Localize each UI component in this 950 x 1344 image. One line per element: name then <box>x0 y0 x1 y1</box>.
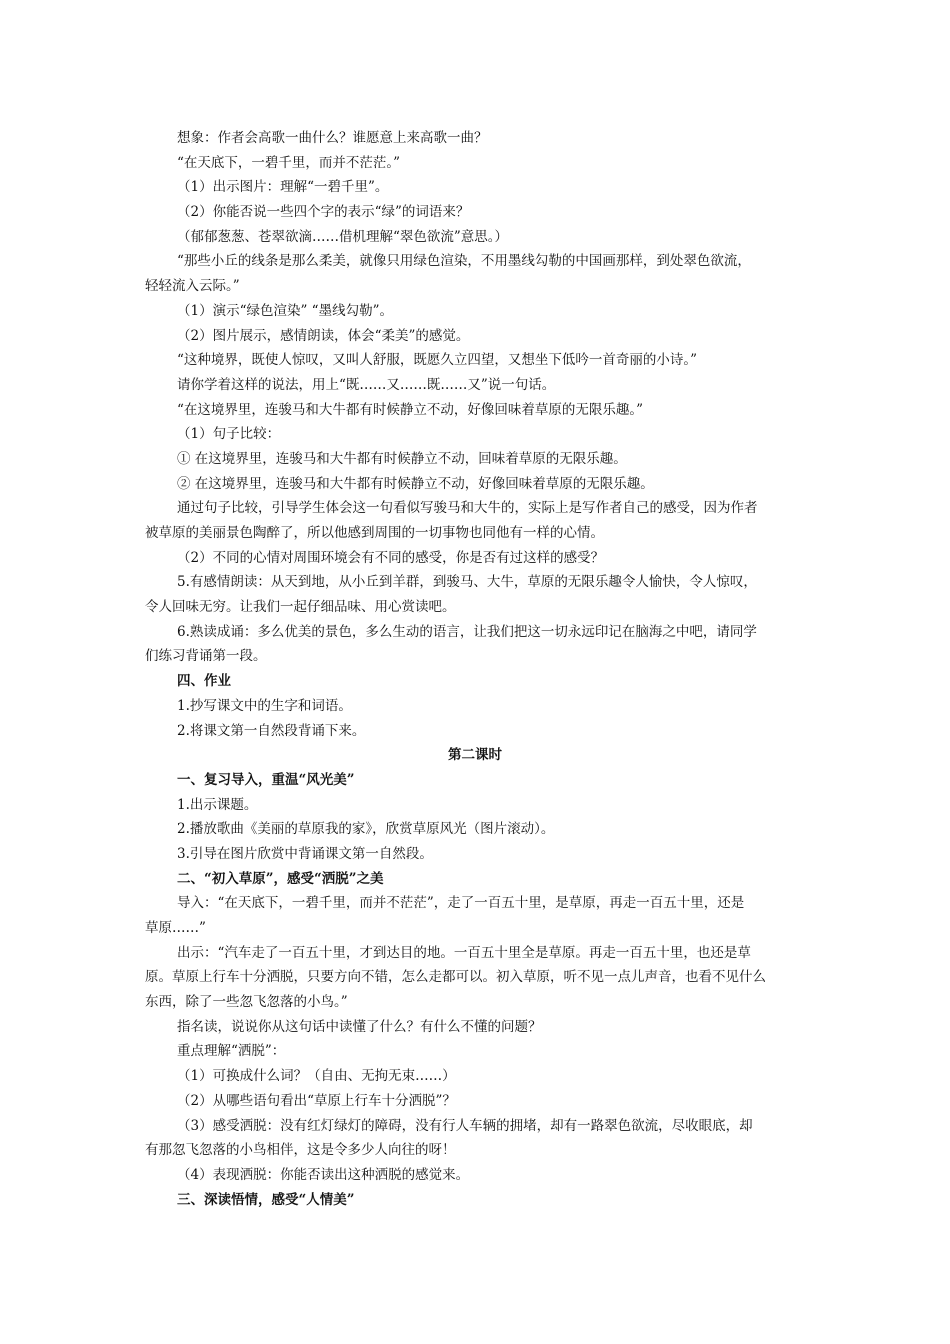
text-line: 导入：“在天底下，一碧千里，而并不茫茫”，走了一百五十里，是草原，再走一百五十里，还是 <box>177 895 745 912</box>
text-line: 出示：“汽车走了一百五十里，才到达目的地。一百五十里全是草原。再走一百五十里，也还是草 <box>177 944 751 961</box>
text-line: （1）句子比较： <box>177 426 281 443</box>
text-line: 想象：作者会高歌一曲什么？谁愿意上来高歌一曲？ <box>177 130 488 146</box>
text-line: “那些小丘的线条是那么柔美，就像只用绿色渲染，不用墨线勾勒的中国画那样，到处翠色欲流， <box>177 253 751 270</box>
text-line: 东西，除了一些忽飞忽落的小鸟。” <box>145 994 348 1011</box>
text-line: 6.熟读成诵：多么优美的景色，多么生动的语言，让我们把这一切永远印记在脑海之中吧，请同学 <box>177 623 757 640</box>
text-line: 有那忽飞忽落的小鸟相伴，这是令多少人向往的呀！ <box>145 1142 456 1159</box>
document-body <box>145 126 805 1212</box>
text-line: ① 在这境界里，连骏马和大牛都有时候静立不动，回味着草原的无限乐趣。 <box>177 450 627 467</box>
text-line: （1）可换成什么词？（自由、无拘无束……） <box>177 1068 456 1085</box>
text-line: 们练习背诵第一段。 <box>145 648 267 665</box>
text-line: 1.出示课题。 <box>177 796 258 813</box>
text-line: 被草原的美丽景色陶醉了，所以他感到周围的一切事物也同他有一样的心情。 <box>145 525 604 541</box>
text-line: “在天底下，一碧千里，而并不茫茫。” <box>177 154 401 171</box>
text-line: （2）图片展示，感情朗读，体会“柔美”的感觉。 <box>177 327 470 344</box>
section-heading: 三、深读悟情，感受“人情美” <box>177 1191 355 1208</box>
text-line: 5.有感情朗读：从天到地，从小丘到羊群，到骏马、大牛，草原的无限乐趣令人愉快，令人惊叹， <box>177 574 757 591</box>
text-line: “在这境界里，连骏马和大牛都有时候静立不动，好像回味着草原的无限乐趣。” <box>177 401 644 418</box>
text-line: 令人回味无穷。让我们一起仔细品味、用心赏读吧。 <box>145 599 456 616</box>
text-line: 轻轻流入云际。” <box>145 278 240 295</box>
text-line: （2）从哪些语句看出“草原上行车十分洒脱”？ <box>177 1092 456 1109</box>
text-line: （3）感受洒脱：没有红灯绿灯的障碍，没有行人车辆的拥堵，却有一路翠色欲流，尽收眼底，却 <box>177 1117 753 1134</box>
text-line: “这种境界，既使人惊叹，又叫人舒服，既愿久立四望，又想坐下低吟一首奇丽的小诗。” <box>177 352 698 369</box>
text-line: （1）出示图片：理解“一碧千里”。 <box>177 179 389 196</box>
text-line: 请你学着这样的说法，用上“既……又……既……又”说一句话。 <box>177 376 556 393</box>
text-line: 2.将课文第一自然段背诵下来。 <box>177 722 366 739</box>
section-heading: 第二课时 <box>448 747 502 764</box>
text-line: （1）演示“绿色渲染” “墨线勾勒”。 <box>177 302 393 319</box>
text-line: 指名读，说说你从这句话中读懂了什么？有什么不懂的问题？ <box>177 1018 542 1035</box>
text-line: 草原……” <box>145 920 206 936</box>
text-line: 通过句子比较，引导学生体会这一句看似写骏马和大牛的，实际上是写作者自己的感受，因为作者 <box>177 500 758 517</box>
text-line: 3.引导在图片欣赏中背诵课文第一自然段。 <box>177 845 433 862</box>
text-line: 2.播放歌曲《美丽的草原我的家》，欣赏草原风光（图片滚动）。 <box>177 821 555 838</box>
text-line: （2）不同的心情对周围环境会有不同的感受，你是否有过这样的感受？ <box>177 549 605 566</box>
text-line: 1.抄写课文中的生字和词语。 <box>177 697 352 714</box>
section-heading: 一、复习导入，重温“风光美” <box>177 771 355 788</box>
text-line: 原。草原上行车十分洒脱，只要方向不错，怎么走都可以。初入草原，听不见一点儿声音，也看不见什么 <box>145 969 766 986</box>
text-line: 重点理解“洒脱”： <box>177 1043 286 1060</box>
text-line: （郁郁葱葱、苍翠欲滴……借机理解“翠色欲流”意思。） <box>177 228 509 245</box>
text-line: （4）表现洒脱：你能否读出这种洒脱的感觉来。 <box>177 1166 470 1183</box>
section-heading: 四、作业 <box>177 673 231 690</box>
text-line: （2）你能否说一些四个字的表示“绿”的词语来？ <box>177 204 470 221</box>
text-line: ② 在这境界里，连骏马和大牛都有时候静立不动，好像回味着草原的无限乐趣。 <box>177 475 654 492</box>
section-heading: 二、“初入草原”，感受“洒脱”之美 <box>177 870 384 887</box>
